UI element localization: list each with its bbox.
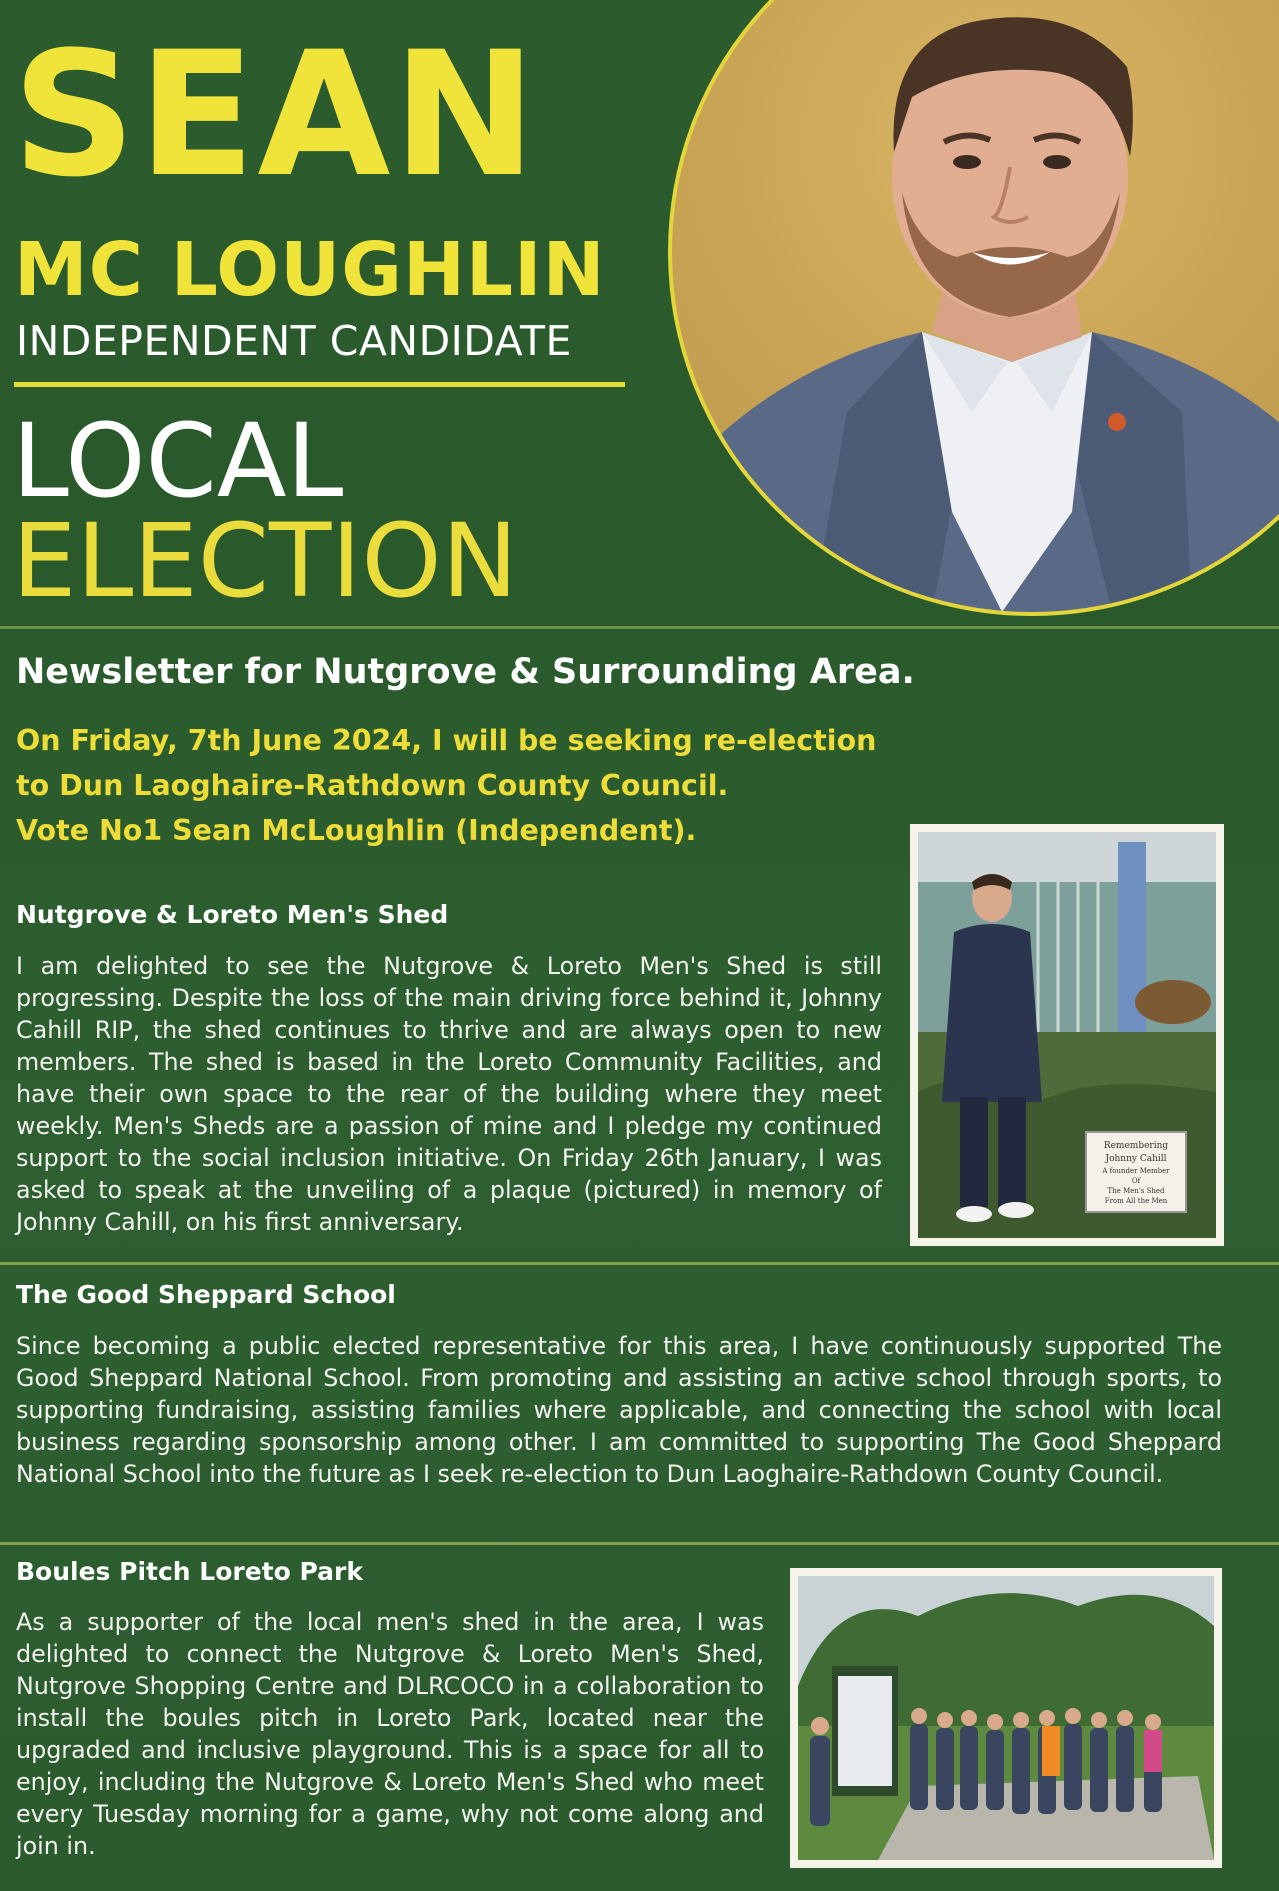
mens-shed-photo: [910, 824, 1224, 1246]
plaque-text: Johnny Cahill: [1105, 1154, 1167, 1164]
plaque-text: The Men's Shed: [1107, 1187, 1165, 1195]
plaque-text: Remembering: [1103, 1141, 1169, 1151]
section-divider: [0, 1542, 1279, 1545]
plaque-text: From All the Men: [1104, 1197, 1168, 1205]
section-divider: [0, 1262, 1279, 1265]
candidate-portrait: [668, 0, 1279, 616]
local-heading: LOCAL: [12, 402, 344, 521]
boules-photo: [790, 1568, 1222, 1868]
section-title-school: The Good Sheppard School: [16, 1280, 396, 1309]
header: [0, 0, 1279, 628]
header-divider: [0, 626, 1279, 629]
header-rule: [14, 382, 625, 387]
intro-block: [16, 718, 1016, 853]
section-body-mens-shed: I am delighted to see the Nutgrove & Loreto Men's Shed is still progressing. Despite the loss of the main driving force behind it, Johnny Cahill RIP, the shed continues to thrive and are always open to new members. The shed is based in the Loreto Community Facilities, and have their own space to the rear of the building where they meet weekly. Men's Sheds are a passion of mine and I pledge my continued support to the social inclusion initiative. On Friday 26th January, I was asked to speak at the unveiling of a plaque (pictured) in memory of Johnny Cahill, on his first anniversary.: [16, 952, 882, 1236]
intro-line: Vote No1 Sean McLoughlin (Independent).: [16, 814, 697, 847]
portrait-illustration: [672, 0, 1279, 612]
plaque-text: Of: [1131, 1177, 1141, 1185]
candidate-first-name: SEAN: [12, 14, 539, 215]
mens-shed-photo-illustration: [918, 832, 1216, 1238]
newsletter-title: Newsletter for Nutgrove & Surrounding Area.: [16, 652, 915, 692]
section-body-school: Since becoming a public elected representative for this area, I have continuously supported The Good Sheppard National School. From promoting and assisting an active school through sports, to supporting fundraising, assisting families where applicable, and connecting the school with local business regarding sponsorship among other. I am committed to supporting The Good Sheppard National School into the future as I seek re-election to Dun Laoghaire-Rathdown County Council.: [16, 1332, 1222, 1488]
election-heading: ELECTION: [12, 502, 518, 621]
boules-photo-illustration: [798, 1576, 1214, 1860]
section-title-boules: Boules Pitch Loreto Park: [16, 1557, 363, 1586]
intro-line: to Dun Laoghaire-Rathdown County Council.: [16, 769, 729, 802]
candidate-subtitle: INDEPENDENT CANDIDATE: [16, 317, 572, 365]
section-title-mens-shed: Nutgrove & Loreto Men's Shed: [16, 900, 449, 929]
plaque-text: A founder Member: [1102, 1167, 1170, 1175]
section-body-boules: As a supporter of the local men's shed in the area, I was delighted to connect the Nutgrove & Loreto Men's Shed, Nutgrove Shopping Centre and DLRCOCO in a collaboration to install the boules pitch in Loreto Park, located near the upgraded and inclusive playground. This is a space for all to enjoy, including the Nutgrove & Loreto Men's Shed who meet every Tuesday morning for a game, why not come along and join in.: [16, 1608, 764, 1860]
candidate-last-name: MC LOUGHLIN: [14, 227, 606, 313]
intro-line: On Friday, 7th June 2024, I will be seeking re-election: [16, 724, 877, 757]
